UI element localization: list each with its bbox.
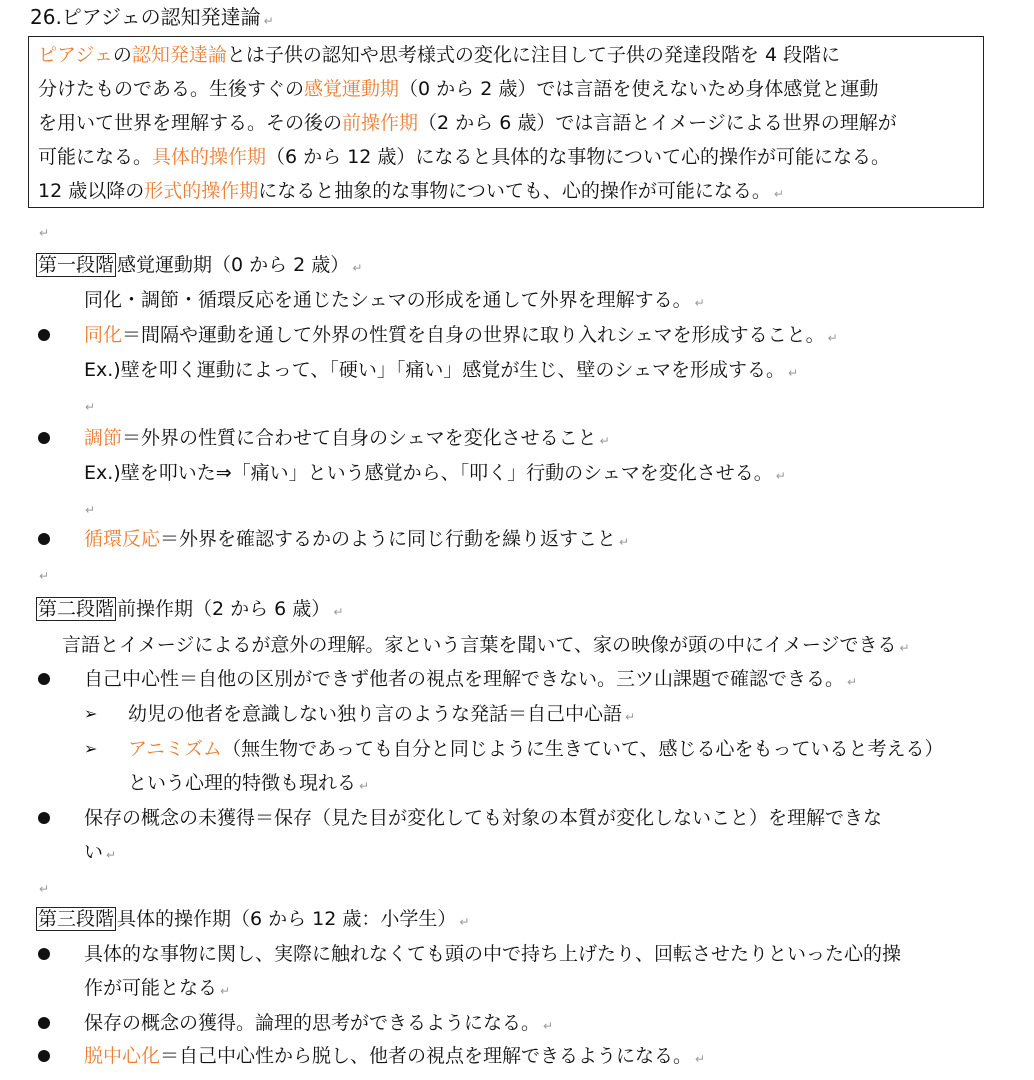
empty-paragraph: [36, 869, 49, 905]
intro-line-2: 分けたものである。生後すぐの感覚運動期（0 から 2 歳）では言語を使えないため身体感覚と運動: [38, 78, 879, 100]
empty-paragraph: [82, 490, 95, 526]
return-mark-icon: ↵: [787, 366, 799, 380]
list-item-continued: 作が可能となる ↵: [84, 977, 231, 999]
stage-title: 感覚運動期（0 から 2 歳）: [117, 254, 350, 276]
list-item: 脱中心化＝自己中心性から脱し、他者の視点を理解できるようになる。 ↵: [84, 1045, 706, 1067]
return-mark-icon: ↵: [847, 675, 858, 689]
term-formal-operational: 形式的操作期: [144, 180, 259, 202]
stage-label-box: 第二段階: [38, 598, 115, 620]
arrow-bullet-icon: ➢: [84, 739, 98, 758]
stage1-summary: 同化・調節・循環反応を通じたシェマの形成を通して外界を理解する。 ↵: [84, 289, 705, 311]
term-decentration: 脱中心化: [84, 1045, 161, 1067]
list-item: 保存の概念の未獲得＝保存（見た目が変化しても対象の本質が変化しないこと）を理解できな: [84, 807, 883, 829]
return-mark-icon: ↵: [694, 296, 705, 310]
bullet-icon: [38, 1017, 50, 1029]
return-mark-icon: ↵: [619, 535, 630, 549]
return-mark-icon: ↵: [459, 915, 470, 929]
example-line: Ex.)壁を叩いた⇒「痛い」という感覚から、「叩く」行動のシェマを変化させる。 ↵: [84, 462, 786, 484]
bullet-icon: [38, 812, 50, 824]
arrow-bullet-icon: ➢: [84, 704, 98, 723]
term-animism: アニミズム: [128, 738, 223, 760]
example-line: Ex.)壁を叩く運動によって、「硬い」「痛い」感覚が生じ、壁のシェマを形成する。 ↵: [84, 359, 799, 381]
sub-list-item: 幼児の他者を意識しない独り言のような発話＝自己中心語 ↵: [128, 703, 636, 725]
intro-line-3: を用いて世界を理解する。その後の前操作期（2 から 6 歳）では言語とイメージによる世界の理解が: [38, 112, 897, 134]
bullet-icon: [38, 329, 50, 341]
bullet-icon: [38, 533, 50, 545]
sub-list-item: アニミズム（無生物であっても自分と同じように生きていて、感じる心をもっていると考える）: [128, 738, 944, 760]
return-mark-icon: ↵: [106, 848, 117, 862]
return-mark-icon: ↵: [333, 605, 344, 619]
bullet-icon: [38, 948, 50, 960]
return-mark-icon: ↵: [899, 641, 910, 655]
list-item-continued: い ↵: [84, 841, 117, 863]
empty-paragraph: [36, 556, 49, 592]
return-mark-icon: ↵: [775, 469, 786, 483]
sub-list-item-continued: という心理的特徴も現れる ↵: [128, 772, 370, 794]
term-sensorimotor: 感覚運動期: [304, 78, 400, 100]
term-preoperational: 前操作期: [342, 112, 419, 134]
list-item: 保存の概念の獲得。論理的思考ができるようになる。 ↵: [84, 1012, 554, 1034]
bullet-icon: [38, 1050, 50, 1062]
stage-title: 具体的操作期（6 から 12 歳：小学生）: [117, 908, 457, 930]
intro-box: [28, 36, 984, 208]
stage-label-box: 第一段階: [38, 254, 115, 276]
return-mark-icon: ↵: [39, 569, 50, 583]
return-mark-icon: ↵: [263, 14, 274, 28]
list-item: 具体的な事物に関し、実際に触れなくても頭の中で持ち上げたり、回転させたりといった心的操: [84, 943, 902, 965]
bullet-icon: [38, 673, 50, 685]
stage-title: 前操作期（2 から 6 歳）: [117, 598, 331, 620]
list-item: 同化＝間隔や運動を通して外界の性質を自身の世界に取り入れシェマを形成すること。 ↵: [84, 324, 838, 346]
intro-line-1: ピアジェの認知発達論とは子供の認知や思考様式の変化に注目して子供の発達段階を 4 段階に: [38, 44, 841, 66]
return-mark-icon: ↵: [85, 400, 96, 414]
list-item: 調節＝外界の性質に合わせて自身のシェマを変化させること ↵: [84, 427, 610, 449]
return-mark-icon: ↵: [599, 434, 610, 448]
return-mark-icon: ↵: [352, 261, 363, 275]
return-mark-icon: ↵: [773, 187, 784, 201]
term-piaget: ピアジェ: [38, 44, 113, 66]
stage3-heading: [36, 902, 469, 938]
return-mark-icon: ↵: [39, 226, 50, 240]
stage-label-box: 第三段階: [38, 908, 115, 930]
stage2-summary: 言語とイメージによるが意外の理解。家という言葉を聞いて、家の映像が頭の中にイメージできる ↵: [62, 634, 910, 656]
intro-line-4: 可能になる。具体的操作期（6 から 12 歳）になると具体的な事物について心的操作が可能になる。: [38, 146, 891, 168]
return-mark-icon: ↵: [625, 710, 636, 724]
return-mark-icon: ↵: [359, 779, 370, 793]
bullet-icon: [38, 432, 50, 444]
empty-paragraph: [36, 213, 49, 249]
return-mark-icon: ↵: [85, 503, 96, 517]
return-mark-icon: ↵: [827, 331, 838, 345]
return-mark-icon: ↵: [695, 1052, 706, 1066]
stage1-heading: [36, 248, 362, 284]
term-cognitive-development: 認知発達論: [131, 44, 227, 66]
intro-line-5: 12 歳以降の形式的操作期になると抽象的な事物についても、心的操作が可能になる。 ↵: [38, 180, 784, 202]
document-title: 26.ピアジェの認知発達論: [30, 5, 261, 29]
list-item: 循環反応＝外界を確認するかのように同じ行動を繰り返すこと ↵: [84, 528, 630, 550]
return-mark-icon: ↵: [39, 882, 50, 896]
return-mark-icon: ↵: [543, 1019, 554, 1033]
term-concrete-operational: 具体的操作期: [152, 146, 267, 168]
empty-paragraph: [82, 387, 95, 423]
list-item: 自己中心性＝自他の区別ができず他者の視点を理解できない。三ツ山課題で確認できる。 ↵: [84, 668, 858, 690]
stage2-heading: [36, 592, 343, 628]
return-mark-icon: ↵: [220, 984, 231, 998]
